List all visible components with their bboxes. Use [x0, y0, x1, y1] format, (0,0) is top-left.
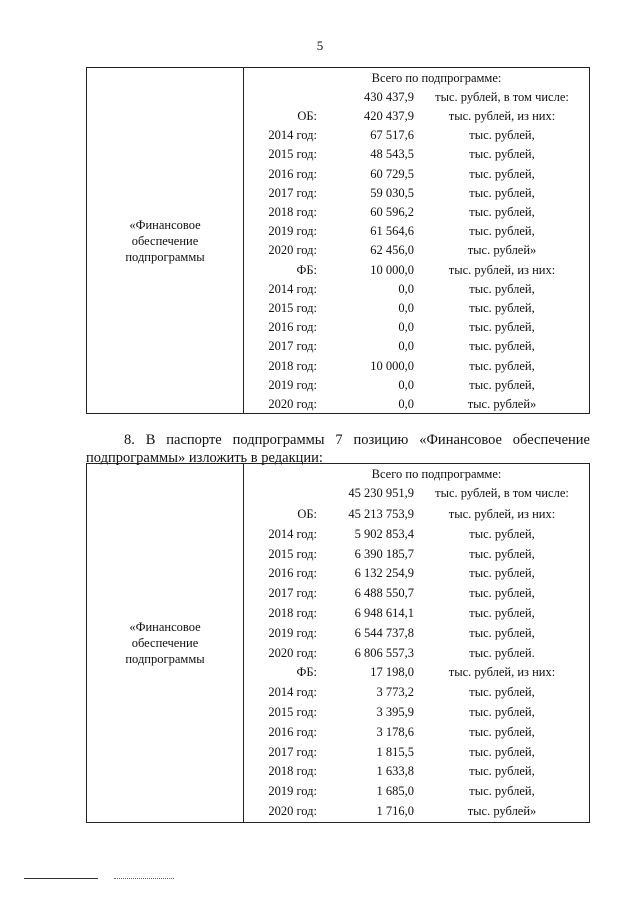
financing-table-2 [86, 463, 590, 823]
row-label: 2019 год: [268, 625, 317, 640]
row-value: 0,0 [398, 301, 414, 315]
row-value: 62 456,0 [370, 243, 414, 258]
row-label: 2020 год: [268, 645, 317, 660]
total-unit: тыс. рублей, в том числе: [435, 90, 569, 104]
row-value: 3 395,9 [376, 705, 414, 719]
row-unit: тыс. рублей, из них: [448, 665, 556, 680]
row-value: 3 773,2 [376, 685, 414, 700]
row-label: 2017 год: [268, 339, 317, 354]
row-unit: тыс. рублей, [469, 606, 535, 620]
financing-label-line: подпрограммы [125, 249, 205, 264]
total-header: Всего по подпрограмме: [371, 467, 502, 481]
row-value: 6 390 185,7 [354, 546, 414, 561]
row-unit: тыс. рублей, [469, 764, 535, 779]
row-value: 1 633,8 [376, 764, 414, 779]
row-value: 17 198,0 [370, 665, 414, 680]
row-unit: тыс. рублей, [469, 281, 535, 296]
row-label: 2017 год: [268, 185, 317, 200]
row-unit: тыс. рублей. [469, 645, 535, 660]
row-label: 2018 год: [268, 358, 317, 373]
footer-rule [24, 878, 98, 879]
row-unit: тыс. рублей, [469, 625, 535, 640]
financing-rows [244, 464, 589, 822]
row-label: 2015 год: [268, 147, 317, 162]
row-value: 6 488 550,7 [354, 586, 414, 601]
row-unit: тыс. рублей, [469, 705, 535, 719]
row-unit: тыс. рублей, [469, 339, 535, 354]
row-unit: тыс. рублей, из них: [448, 507, 556, 521]
row-unit: тыс. рублей, [469, 724, 535, 739]
row-unit: тыс. рублей, [469, 166, 535, 181]
financing-label-line: обеспечение [131, 233, 199, 248]
page-number: 5 [316, 38, 324, 53]
row-label: 2016 год: [268, 724, 317, 739]
row-value: 0,0 [398, 339, 414, 354]
row-label: 2016 год: [268, 566, 317, 581]
financing-rows [244, 68, 589, 413]
row-unit: тыс. рублей, [469, 526, 535, 541]
row-label: 2014 год: [268, 128, 317, 143]
row-unit: тыс. рублей, [469, 128, 535, 143]
row-value: 61 564,6 [370, 224, 414, 239]
financing-label-line: подпрограммы [125, 652, 205, 666]
row-unit: тыс. рублей, [469, 320, 535, 335]
row-value: 0,0 [398, 377, 414, 392]
row-value: 67 517,6 [370, 128, 414, 143]
row-label: 2019 год: [268, 224, 317, 239]
paragraph-text: В паспорте подпрограммы 7 позицию «Финансовое обеспечение подпрограммы» изложить в редакции: [86, 432, 590, 466]
total-unit: тыс. рублей, в том числе: [435, 486, 569, 500]
row-value: 0,0 [398, 320, 414, 335]
row-label: 2015 год: [268, 705, 317, 719]
row-label: 2014 год: [268, 281, 317, 296]
row-label: 2017 год: [268, 744, 317, 759]
row-unit: тыс. рублей, [469, 205, 535, 219]
row-label: 2019 год: [268, 784, 317, 799]
row-unit: тыс. рублей, [469, 185, 535, 200]
row-unit: тыс. рублей, [469, 566, 535, 581]
row-label: 2018 год: [268, 764, 317, 779]
row-unit: тыс. рублей, [469, 358, 535, 373]
row-unit: тыс. рублей» [467, 804, 537, 818]
paragraph-number: 8. [124, 432, 135, 448]
row-unit: тыс. рублей, [469, 586, 535, 601]
total-header: Всего по подпрограмме: [371, 71, 502, 85]
row-value: 10 000,0 [370, 262, 414, 277]
row-value: 6 544 737,8 [354, 625, 414, 640]
row-label: 2014 год: [268, 526, 317, 541]
financing-label-cell [87, 464, 244, 822]
row-value: 48 543,5 [370, 147, 414, 162]
row-value: 6 806 557,3 [354, 645, 414, 660]
row-label: ОБ: [297, 507, 317, 521]
row-value: 60 729,5 [370, 166, 414, 181]
row-label: 2018 год: [268, 205, 317, 219]
row-value: 1 685,0 [376, 784, 414, 799]
row-unit: тыс. рублей, [469, 147, 535, 162]
row-label: 2014 год: [268, 685, 317, 700]
instruction-paragraph [86, 431, 590, 467]
row-value: 0,0 [398, 281, 414, 296]
row-label: ФБ: [296, 665, 317, 680]
financing-label-cell [87, 68, 244, 413]
financing-label-line: обеспечение [131, 636, 199, 650]
row-unit: тыс. рублей, [469, 546, 535, 561]
row-unit: тыс. рублей» [467, 243, 537, 258]
row-value: 3 178,6 [376, 724, 414, 739]
row-value: 60 596,2 [370, 205, 414, 219]
row-value: 59 030,5 [370, 185, 414, 200]
financing-label-line: «Финансовое [129, 217, 201, 232]
row-value: 10 000,0 [370, 358, 414, 373]
row-label: 2015 год: [268, 301, 317, 315]
row-value: 1 815,5 [376, 744, 414, 759]
total-value: 430 437,9 [364, 90, 414, 104]
row-label: 2015 год: [268, 546, 317, 561]
row-label: ФБ: [296, 262, 317, 277]
row-label: 2016 год: [268, 166, 317, 181]
row-unit: тыс. рублей, [469, 784, 535, 799]
row-label: 2020 год: [268, 243, 317, 258]
row-value: 0,0 [398, 397, 414, 411]
row-label: 2016 год: [268, 320, 317, 335]
row-value: 420 437,9 [364, 109, 414, 123]
total-value: 45 230 951,9 [348, 486, 414, 500]
row-unit: тыс. рублей, [469, 744, 535, 759]
row-label: 2018 год: [268, 606, 317, 620]
row-label: 2017 год: [268, 586, 317, 601]
row-unit: тыс. рублей, из них: [448, 262, 556, 277]
row-value: 1 716,0 [376, 804, 414, 818]
row-value: 6 132 254,9 [354, 566, 414, 581]
row-value: 6 948 614,1 [354, 606, 414, 620]
row-label: 2020 год: [268, 804, 317, 818]
row-label: 2019 год: [268, 377, 317, 392]
financing-table-1 [86, 67, 590, 414]
row-label: 2020 год: [268, 397, 317, 411]
row-unit: тыс. рублей, [469, 685, 535, 700]
footer-rule-dotted [114, 878, 174, 879]
row-value: 5 902 853,4 [354, 526, 414, 541]
row-label: ОБ: [297, 109, 317, 123]
row-unit: тыс. рублей, из них: [448, 109, 556, 123]
row-unit: тыс. рублей» [467, 397, 537, 411]
financing-label-line: «Финансовое [129, 620, 201, 634]
row-unit: тыс. рублей, [469, 377, 535, 392]
row-unit: тыс. рублей, [469, 301, 535, 315]
row-unit: тыс. рублей, [469, 224, 535, 239]
row-value: 45 213 753,9 [348, 507, 414, 521]
